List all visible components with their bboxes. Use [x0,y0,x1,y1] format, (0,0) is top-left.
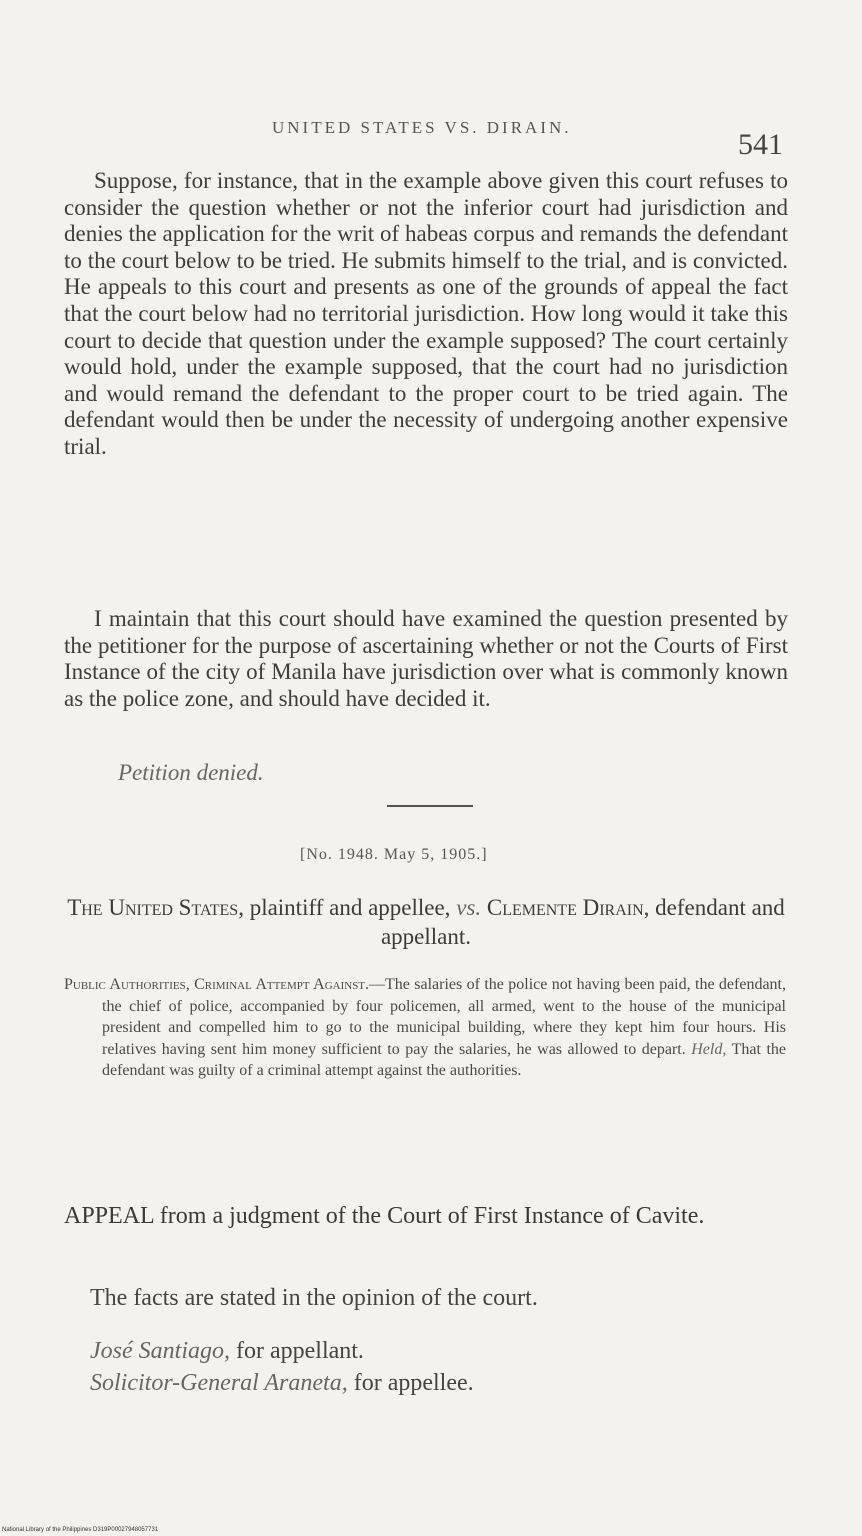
defendant-role: , defendant and appellant. [380,895,785,949]
appeal-text: from a judgment of the Court of First Instance of Cavite. [153,1203,705,1229]
appellee-counsel-name: Solicitor-General Araneta, [90,1370,348,1396]
paragraph-text: I maintain that this court should have examined the question presented by the petitioner for the purpose of ascertaining whether or not the Courts of First Instance of the city of Manila have jurisdiction over what is commonly known as the police zone, and should have decided it. [64,606,788,711]
defendant-name: Clemente Dirain [481,895,644,920]
syllabus-text: —The salaries of the police not having been paid, the defendant, the chief of police, accompanied by four policemen, all armed, went to the house of the municipal president and compelled him to go to the municipal building, where they kept him four hours. His relatives having sent him money sufficient to pay the salaries, he was allowed to depart. [102,976,787,1058]
syllabus-entry [64,974,786,1082]
counsel-appellant [90,1338,364,1365]
syllabus [64,974,786,1082]
appellee-counsel-role: for appellee. [347,1370,474,1396]
paragraph-text: Suppose, for instance, that in the example above given this court refuses to consider the question whether or not the inferior court had jurisdiction and denies the application for the writ of habeas corpus and remands the defendant to the court below to be tried. He submits himself to the trial, and is convicted. He appeals to this court and presents as one of the grounds of appeal the fact that the court below had no territorial jurisdiction. How long would it take this court to decide that question under the example supposed? The court certainly would hold, under the example supposed, that the court had no jurisdiction and would remand the defendant to the proper court to be tried again. The defendant would then be under the necessity of undergoing another expensive trial. [64,168,788,459]
syllabus-holding: That the defendant was guilty of a criminal attempt against the authorities. [102,1040,787,1079]
counsel-appellee [90,1370,474,1397]
opinion-paragraph-2 [64,606,788,712]
case-title [64,893,788,951]
page-number: 541 [738,128,783,161]
appellant-counsel-name: José Santiago, [90,1338,230,1364]
disposition: Petition denied. [118,760,264,785]
plaintiff-role: , plaintiff and appellee, [238,895,457,920]
syllabus-heading: Public Authorities, Criminal Attempt Against. [64,976,370,993]
case-number: [No. 1948. May 5, 1905.] [300,846,488,863]
appellant-counsel-role: for appellant. [229,1338,364,1364]
appeal-statement [64,1201,788,1231]
syllabus-held: Held, [691,1040,727,1058]
library-footer: National Library of the Philippines D319P00027948057731 [2,1527,159,1533]
versus: vs. [456,895,482,920]
appeal-word: APPEAL [64,1203,154,1229]
running-head: UNITED STATES VS. DIRAIN. [272,118,572,137]
section-divider [387,805,473,807]
opinion-paragraph-1 [64,168,788,461]
facts-statement: The facts are stated in the opinion of the court. [90,1285,538,1311]
plaintiff-name: The United States [67,895,239,920]
